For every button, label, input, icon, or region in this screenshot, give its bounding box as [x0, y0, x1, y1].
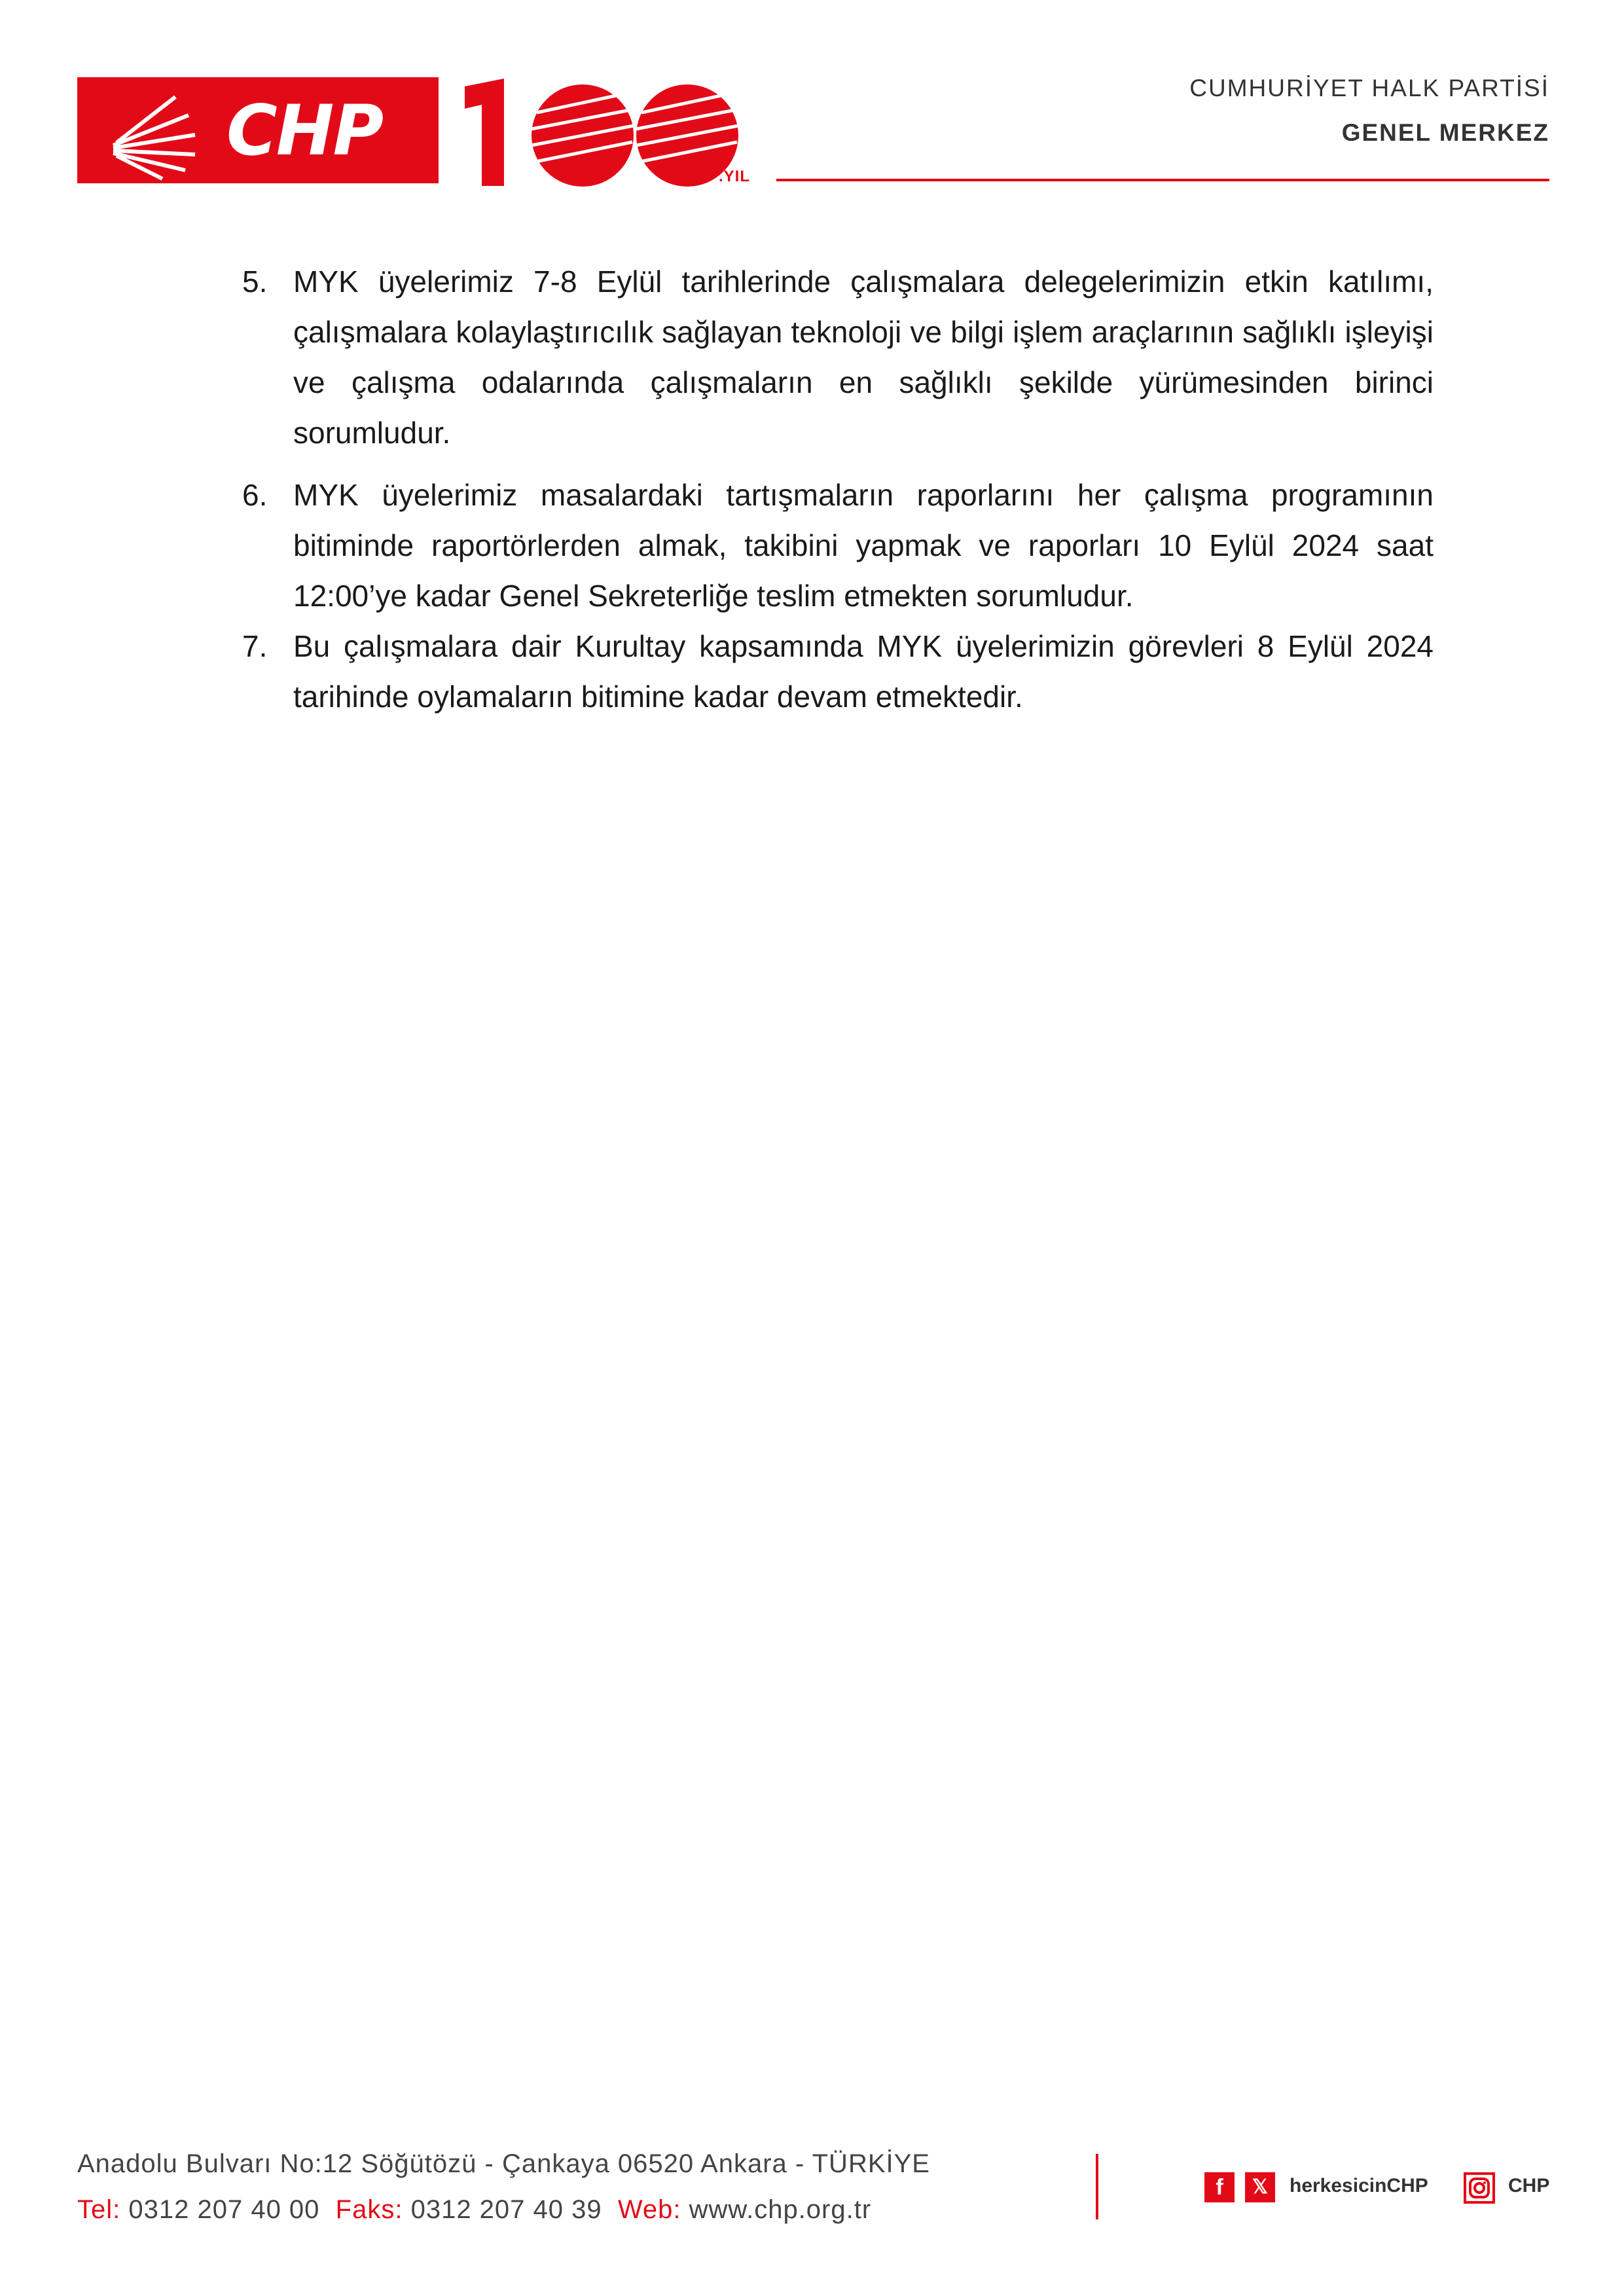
document-body — [242, 257, 1434, 722]
footer-address: Anadolu Bulvarı No:12 Söğütözü - Çankaya 06520 Ankara - TÜRKİYE — [77, 2149, 930, 2178]
item-number: 5. — [242, 264, 268, 299]
instagram-handle[interactable]: CHP — [1508, 2175, 1550, 2196]
header-rule — [776, 179, 1549, 181]
item-text: Bu çalışmalara dair Kurultay kapsamında MYK üyelerimizin görevleri 8 Eylül 2024 tarihinde oylamaların bitimine kadar devam etmektedir. — [293, 629, 1434, 714]
list-item — [242, 621, 1434, 722]
item-text: MYK üyelerimiz 7-8 Eylül tarihlerinde çalışmalara delegelerimizin etkin katılımı, çalışmalara kolaylaştırıcılık sağlayan teknoloji ve bilgi işlem araçlarının sağlıklı işleyişi ve çalışma odalarında çalışmaların en sağlıklı şekilde yürümesinden birinci sorumludur. — [293, 264, 1434, 450]
fax-number: 0312 207 40 39 — [410, 2195, 602, 2224]
web-label: Web: — [617, 2195, 681, 2224]
list-item — [242, 470, 1434, 621]
x-icon[interactable]: 𝕏 — [1245, 2172, 1275, 2202]
100-years-logo — [458, 65, 759, 191]
web-link[interactable]: www.chp.org.tr — [689, 2195, 872, 2224]
org-unit: GENEL MERKEZ — [1341, 119, 1549, 146]
tel-number: 0312 207 40 00 — [128, 2195, 320, 2224]
fax-label: Faks: — [335, 2195, 403, 2224]
item-text: MYK üyelerimiz masalardaki tartışmaların raporlarını her çalışma programının bitiminde raportörlerden almak, takibini yapmak ve raporları 10 Eylül 2024 saat 12:00’ye kadar Genel Sekreterliğe teslim etmekten sorumludur. — [293, 478, 1434, 613]
org-name: CUMHURİYET HALK PARTİSİ — [1189, 75, 1549, 101]
social-handle[interactable]: herkesicinCHP — [1290, 2175, 1428, 2196]
footer-contact — [77, 2195, 871, 2225]
logo-yil: .YIL — [719, 168, 751, 185]
instagram-icon[interactable] — [1464, 2172, 1495, 2204]
logo-100-text: 100 — [458, 65, 476, 76]
item-number: 6. — [242, 478, 268, 512]
chp-logo — [77, 77, 439, 183]
facebook-icon[interactable]: f — [1204, 2172, 1235, 2202]
item-number: 7. — [242, 629, 268, 663]
footer-divider — [1096, 2154, 1098, 2219]
tel-label: Tel: — [77, 2195, 121, 2224]
logo-text: CHP — [226, 90, 383, 171]
list-item — [242, 257, 1434, 458]
